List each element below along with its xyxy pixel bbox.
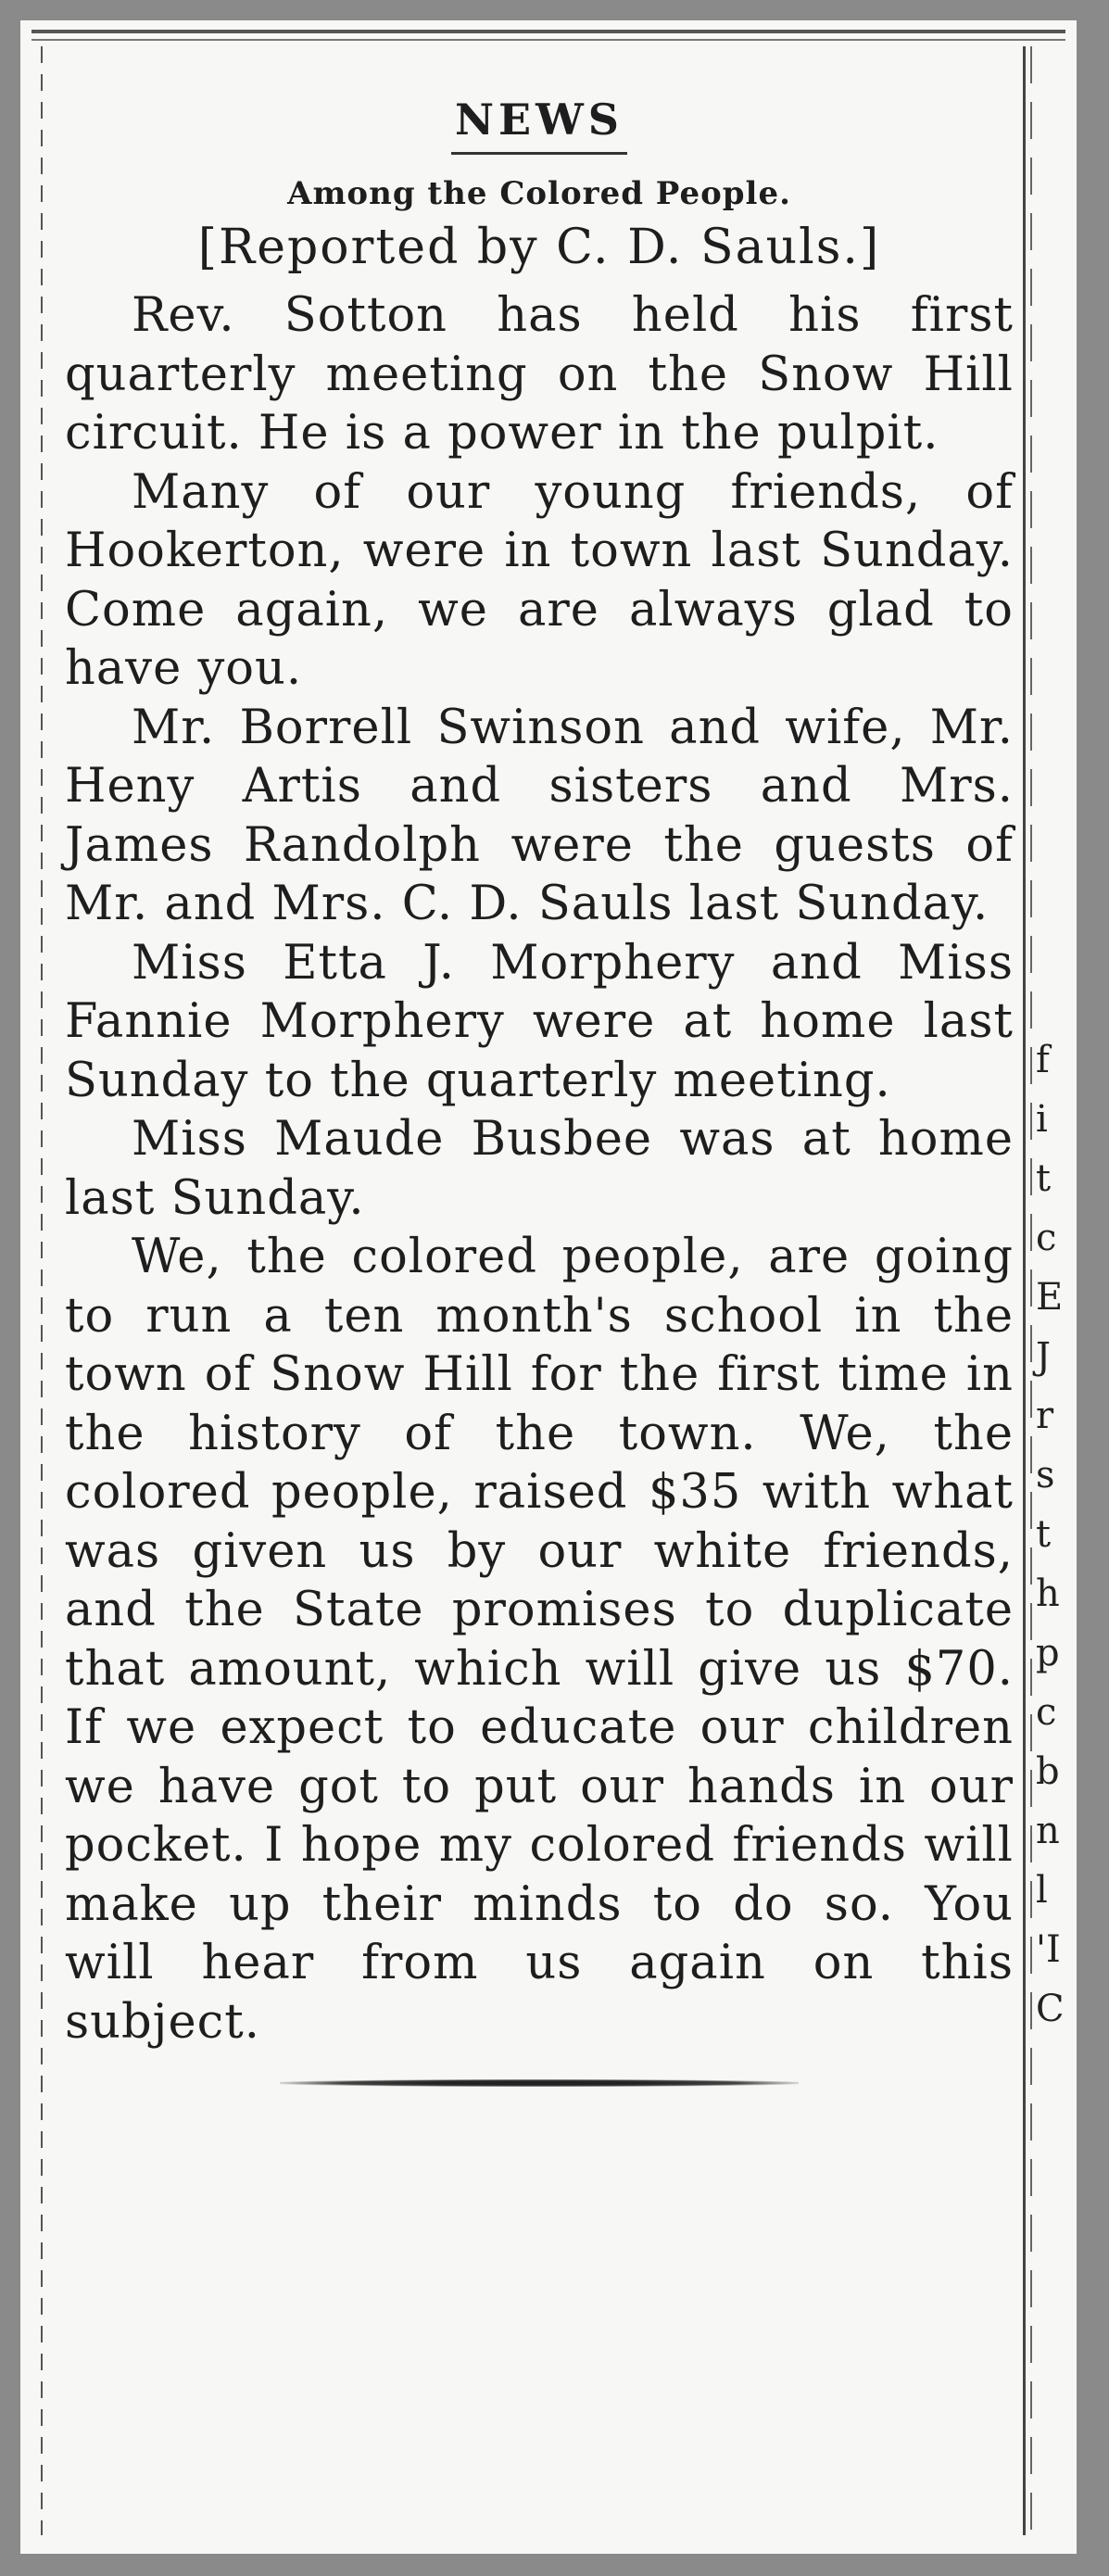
fragment: c [1036, 1691, 1057, 1734]
fragment: c [1036, 1217, 1057, 1259]
paragraph-school-announcement: We, the colored people, are going to run a ten month's school in the town of Snow Hill for the first time in the history of the town. We, the colored people, raised $35 with what was given us by our white friends, and the State promises to duplicate that amount, which will give us $70. If we expect to educate our children we have got to put our hands in our pocket. I hope my colored friends will make up their minds to do so. You will hear from us again on this subject. [65, 1230, 1014, 2050]
fragment: C [1036, 1988, 1065, 2030]
newspaper-clipping [20, 20, 1077, 2554]
fragment: r [1036, 1395, 1054, 1437]
fragment: h [1036, 1572, 1060, 1615]
headline: NEWS [455, 95, 624, 145]
paragraph-hookerton-friends: Many of our young friends, of Hookerton, were in town last Sunday. Come again, we are always glad to have you. [65, 464, 1014, 696]
paragraph-rev-sotton: Rev. Sotton has held his first quarterly meeting on the Snow Hill circuit. He is a power in the pulpit. [65, 288, 1014, 461]
fragment: f [1036, 1039, 1050, 1081]
news-article [65, 57, 1014, 2087]
end-rule [280, 2079, 799, 2087]
fragment: E [1036, 1276, 1064, 1319]
fragment: J [1036, 1335, 1052, 1378]
right-column-rule-secondary [1030, 46, 1032, 2535]
byline: [Reported by C. D. Sauls.] [197, 220, 881, 275]
fragment: 'I [1036, 1928, 1061, 1971]
left-column-rule [41, 46, 43, 2535]
fragment: i [1036, 1098, 1048, 1141]
right-column-rule [1023, 46, 1026, 2535]
headline-rule [451, 152, 627, 155]
fragment: l [1036, 1869, 1048, 1912]
fragment: p [1036, 1632, 1060, 1674]
fragment: t [1036, 1157, 1052, 1200]
top-rule-secondary [32, 39, 1065, 41]
top-rule [32, 30, 1065, 33]
adjacent-column-fragments [1036, 1030, 1073, 2039]
paragraph-sauls-guests: Mr. Borrell Swinson and wife, Mr. Heny Artis and sisters and Mrs. James Randolph were the guests of Mr. and Mrs. C. D. Sauls last Sunday. [65, 700, 1014, 931]
fragment: b [1036, 1750, 1060, 1793]
fragment: n [1036, 1810, 1060, 1852]
subheadline: Among the Colored People. [287, 175, 791, 212]
paragraph-maude-busbee: Miss Maude Busbee was at home last Sunday. [65, 1112, 1014, 1226]
paragraph-morphery-sisters: Miss Etta J. Morphery and Miss Fannie Morphery were at home last Sunday to the quarterly meeting. [65, 935, 1014, 1108]
fragment: s [1036, 1454, 1055, 1496]
fragment: t [1036, 1513, 1052, 1556]
